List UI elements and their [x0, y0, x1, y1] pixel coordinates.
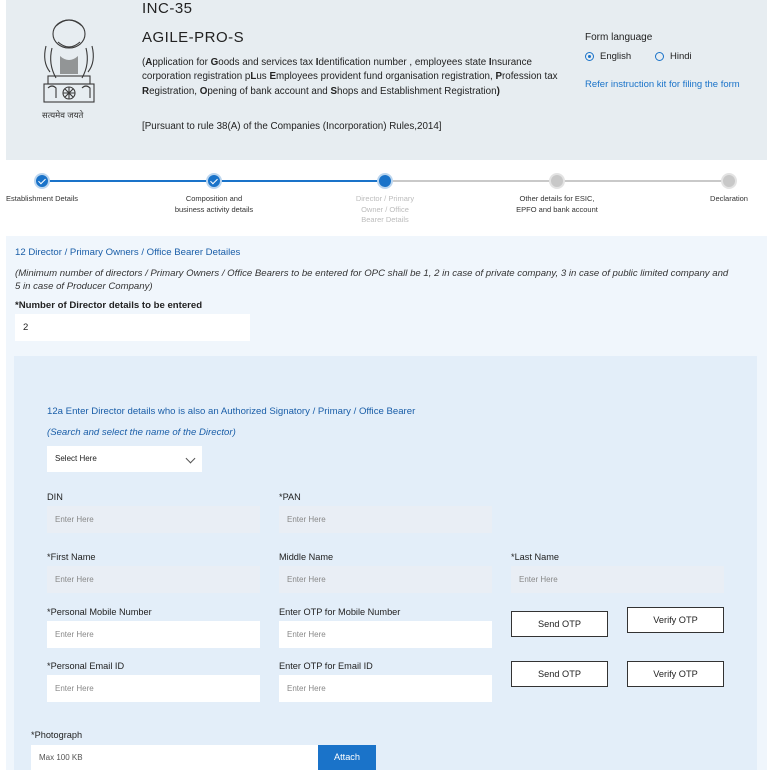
- form-description: [142, 56, 567, 99]
- form-description-part: P: [495, 71, 502, 83]
- section-note: (Minimum number of directors / Primary Owners / Office Bearers to be entered for OPC shall be 1, 2 in case of private company, 3 in case of public limited company and 5 in case of Producer Company): [15, 268, 729, 292]
- otp-email-input[interactable]: Enter Here: [279, 675, 492, 702]
- middle-name-label: Middle Name: [279, 552, 334, 562]
- form-description-part: G: [210, 57, 219, 68]
- step-2-dot[interactable]: [206, 173, 222, 189]
- form-description-part: I: [488, 57, 492, 68]
- first-name-label: *First Name: [47, 552, 96, 562]
- first-name-input[interactable]: Enter Here: [47, 566, 260, 593]
- verify-otp-email-button[interactable]: Verify OTP: [627, 661, 724, 687]
- form-description-part: rofession tax: [502, 71, 558, 83]
- verify-otp-mobile-button[interactable]: Verify OTP: [627, 607, 724, 633]
- form-description-part: pening of bank account and: [207, 85, 331, 97]
- language-english-label: English: [600, 51, 632, 62]
- instruction-kit-link[interactable]: Refer instruction kit for filing the form: [585, 79, 740, 90]
- pursuant-rule: [Pursuant to rule 38(A) of the Companies (Incorporation) Rules,2014]: [142, 121, 442, 132]
- last-name-label: *Last Name: [511, 552, 560, 562]
- radio-english[interactable]: [585, 52, 594, 61]
- chevron-down-icon: [186, 454, 196, 464]
- progress-stepper: [0, 165, 767, 235]
- email-label: *Personal Email ID: [47, 661, 125, 671]
- form-description-part: pplication for: [152, 57, 211, 68]
- din-label: DIN: [47, 492, 63, 502]
- middle-name-input[interactable]: Enter Here: [279, 566, 492, 593]
- mobile-input[interactable]: Enter Here: [47, 621, 260, 648]
- form-code: INC-35: [142, 0, 193, 17]
- form-description-part: E: [269, 71, 276, 83]
- form-description-part: R: [142, 85, 150, 97]
- mobile-label: *Personal Mobile Number: [47, 607, 152, 617]
- din-input[interactable]: Enter Here: [47, 506, 260, 533]
- form-description-part: (: [142, 57, 146, 68]
- form-description-part: L: [250, 71, 257, 83]
- pan-label: *PAN: [279, 492, 301, 502]
- step-3-dot[interactable]: [377, 173, 393, 189]
- form-description-part: nsurance corporation registration p: [142, 57, 532, 83]
- step-5-label: Declaration: [710, 194, 748, 203]
- otp-email-label: Enter OTP for Email ID: [279, 661, 373, 671]
- section-title: 12 Director / Primary Owners / Office Bearer Detailes: [15, 247, 241, 258]
- form-language-title: Form language: [585, 32, 653, 43]
- language-option-hindi[interactable]: [655, 51, 692, 62]
- step-4-label: Other details for ESIC, EPFO and bank account: [516, 194, 598, 214]
- step-4-dot[interactable]: [549, 173, 565, 189]
- send-otp-email-button[interactable]: Send OTP: [511, 661, 608, 687]
- form-name: AGILE-PRO-S: [142, 29, 245, 46]
- form-description-part: O: [199, 85, 208, 97]
- form-description-part: us: [256, 71, 270, 83]
- director-details-panel: [14, 356, 757, 770]
- step-1-dot[interactable]: [34, 173, 50, 189]
- form-description-part: ): [496, 85, 500, 97]
- step-2-label: Composition and business activity details: [174, 194, 254, 214]
- form-description-part: oods and services tax: [218, 57, 316, 68]
- language-option-english[interactable]: [585, 51, 631, 62]
- otp-mobile-input[interactable]: Enter Here: [279, 621, 492, 648]
- send-otp-mobile-button[interactable]: Send OTP: [511, 611, 608, 637]
- num-directors-input[interactable]: 2: [15, 314, 250, 341]
- director-select[interactable]: [47, 446, 202, 472]
- photograph-label: *Photograph: [31, 730, 83, 740]
- director-select-value: Select Here: [55, 454, 97, 463]
- form-description-part: dentification number , employees state: [318, 57, 489, 68]
- form-description-part: hops and Establishment Registration: [337, 85, 497, 97]
- email-input[interactable]: Enter Here: [47, 675, 260, 702]
- photograph-file-input[interactable]: Max 100 KB: [31, 745, 318, 770]
- language-hindi-label: Hindi: [670, 51, 692, 62]
- step-5-dot[interactable]: [721, 173, 737, 189]
- radio-hindi[interactable]: [655, 52, 664, 61]
- emblem-motto: सत्यमेव जयते: [42, 110, 84, 120]
- form-description-part: S: [330, 85, 338, 97]
- state-emblem-icon: [34, 12, 104, 124]
- form-description-part: egistration,: [149, 85, 200, 97]
- step-1-label: Establishment Details: [5, 194, 79, 203]
- form-description-part: I: [315, 57, 319, 68]
- director-details-title: 12a Enter Director details who is also an Authorized Signatory / Primary / Office Bearer: [47, 406, 416, 417]
- form-description-part: mployees provident fund organisation registration,: [275, 71, 496, 83]
- last-name-input[interactable]: Enter Here: [511, 566, 724, 593]
- num-directors-label: *Number of Director details to be entered: [15, 300, 203, 311]
- attach-button[interactable]: Attach: [318, 745, 376, 770]
- pan-input[interactable]: Enter Here: [279, 506, 492, 533]
- step-3-label: Director / Primary Owner / Office Bearer Details: [355, 194, 415, 224]
- director-search-note: (Search and select the name of the Director): [47, 427, 236, 438]
- form-description-part: A: [145, 57, 153, 68]
- otp-mobile-label: Enter OTP for Mobile Number: [279, 607, 401, 617]
